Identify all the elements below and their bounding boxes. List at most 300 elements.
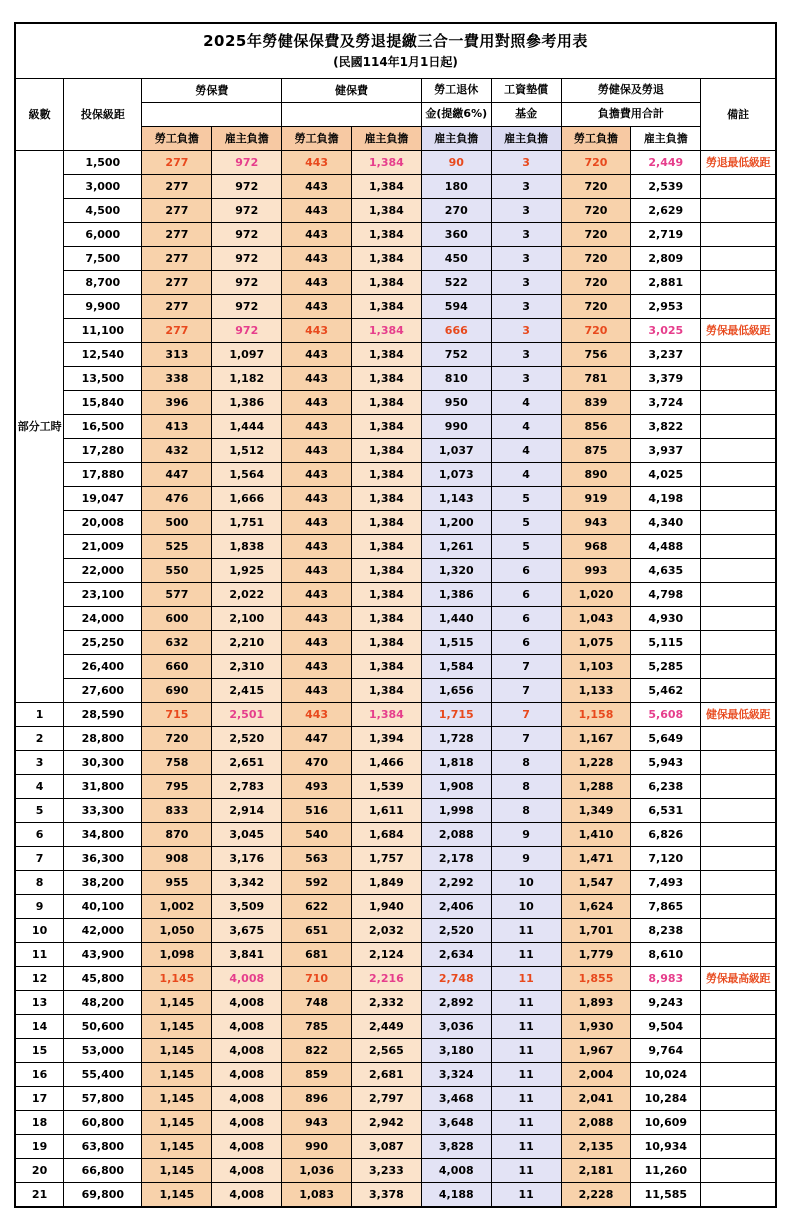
cell-remark bbox=[701, 750, 776, 774]
cell-health-employee: 1,083 bbox=[282, 1182, 352, 1207]
cell-pension-employer: 1,037 bbox=[421, 438, 491, 462]
cell-total-employer: 11,585 bbox=[631, 1182, 701, 1207]
cell-remark bbox=[701, 510, 776, 534]
cell-remark: 勞保最高級距 bbox=[701, 966, 776, 990]
cell-health-employee: 563 bbox=[282, 846, 352, 870]
cell-pension-employer: 1,073 bbox=[421, 462, 491, 486]
cell-total-employee: 1,930 bbox=[561, 1014, 631, 1038]
cell-wage-fund-employer: 4 bbox=[491, 390, 561, 414]
cell-total-employee: 1,020 bbox=[561, 582, 631, 606]
cell-pension-employer: 1,386 bbox=[421, 582, 491, 606]
cell-grade: 12 bbox=[15, 966, 64, 990]
cell-total-employer: 5,285 bbox=[631, 654, 701, 678]
cell-wage-fund-employer: 5 bbox=[491, 510, 561, 534]
table-row bbox=[15, 798, 776, 822]
cell-wage-fund-employer: 5 bbox=[491, 534, 561, 558]
cell-total-employer: 3,937 bbox=[631, 438, 701, 462]
table-row bbox=[15, 678, 776, 702]
cell-health-employee: 443 bbox=[282, 318, 352, 342]
page-subtitle: (民國114年1月1日起) bbox=[333, 54, 458, 69]
cell-wage-fund-employer: 6 bbox=[491, 582, 561, 606]
cell-wage-fund-employer: 6 bbox=[491, 606, 561, 630]
cell-pension-employer: 180 bbox=[421, 174, 491, 198]
cell-pension-employer: 3,648 bbox=[421, 1110, 491, 1134]
cell-pension-employer: 3,468 bbox=[421, 1086, 491, 1110]
cell-insured-level: 3,000 bbox=[64, 174, 142, 198]
cell-insured-level: 60,800 bbox=[64, 1110, 142, 1134]
cell-labor-employer: 1,925 bbox=[212, 558, 282, 582]
cell-health-employee: 443 bbox=[282, 630, 352, 654]
cell-wage-fund-employer: 7 bbox=[491, 726, 561, 750]
cell-pension-employer: 990 bbox=[421, 414, 491, 438]
cell-remark bbox=[701, 294, 776, 318]
cell-insured-level: 15,840 bbox=[64, 390, 142, 414]
cell-wage-fund-employer: 6 bbox=[491, 558, 561, 582]
header-group-pension-sub: 金(提繳6%) bbox=[421, 102, 491, 126]
cell-wage-fund-employer: 3 bbox=[491, 366, 561, 390]
cell-remark bbox=[701, 1062, 776, 1086]
cell-pension-employer: 522 bbox=[421, 270, 491, 294]
header-group-pension: 勞工退休 bbox=[421, 78, 491, 102]
cell-labor-employee: 660 bbox=[142, 654, 212, 678]
cell-grade: 8 bbox=[15, 870, 64, 894]
cell-health-employer: 1,384 bbox=[352, 246, 422, 270]
cell-health-employee: 443 bbox=[282, 198, 352, 222]
cell-pension-employer: 1,656 bbox=[421, 678, 491, 702]
cell-insured-level: 9,900 bbox=[64, 294, 142, 318]
cell-health-employee: 443 bbox=[282, 582, 352, 606]
cell-insured-level: 36,300 bbox=[64, 846, 142, 870]
cell-total-employer: 2,629 bbox=[631, 198, 701, 222]
cell-labor-employer: 3,509 bbox=[212, 894, 282, 918]
cell-grade: 13 bbox=[15, 990, 64, 1014]
cell-remark bbox=[701, 414, 776, 438]
cell-total-employer: 9,243 bbox=[631, 990, 701, 1014]
subheader-health-employee: 勞工負擔 bbox=[282, 126, 352, 150]
cell-pension-employer: 666 bbox=[421, 318, 491, 342]
cell-labor-employee: 1,145 bbox=[142, 1086, 212, 1110]
cell-total-employee: 1,133 bbox=[561, 678, 631, 702]
cell-insured-level: 1,500 bbox=[64, 150, 142, 174]
cell-pension-employer: 1,261 bbox=[421, 534, 491, 558]
cell-insured-level: 57,800 bbox=[64, 1086, 142, 1110]
cell-health-employer: 1,384 bbox=[352, 462, 422, 486]
cell-wage-fund-employer: 7 bbox=[491, 702, 561, 726]
cell-labor-employee: 632 bbox=[142, 630, 212, 654]
cell-wage-fund-employer: 8 bbox=[491, 750, 561, 774]
cell-wage-fund-employer: 11 bbox=[491, 1182, 561, 1207]
cell-health-employee: 443 bbox=[282, 678, 352, 702]
cell-health-employer: 1,384 bbox=[352, 150, 422, 174]
table-row bbox=[15, 270, 776, 294]
table-row bbox=[15, 990, 776, 1014]
cell-insured-level: 63,800 bbox=[64, 1134, 142, 1158]
cell-labor-employer: 2,520 bbox=[212, 726, 282, 750]
cell-total-employee: 1,624 bbox=[561, 894, 631, 918]
cell-health-employer: 2,797 bbox=[352, 1086, 422, 1110]
subheader-total-employee: 勞工負擔 bbox=[561, 126, 631, 150]
table-row bbox=[15, 486, 776, 510]
cell-health-employer: 1,384 bbox=[352, 702, 422, 726]
cell-health-employer: 1,384 bbox=[352, 342, 422, 366]
table-row bbox=[15, 894, 776, 918]
cell-remark: 勞退最低級距 bbox=[701, 150, 776, 174]
cell-remark bbox=[701, 1038, 776, 1062]
subheader-total-employer: 雇主負擔 bbox=[631, 126, 701, 150]
cell-health-employee: 443 bbox=[282, 246, 352, 270]
cell-remark bbox=[701, 726, 776, 750]
cell-labor-employer: 2,914 bbox=[212, 798, 282, 822]
cell-health-employee: 540 bbox=[282, 822, 352, 846]
cell-wage-fund-employer: 11 bbox=[491, 1158, 561, 1182]
cell-total-employer: 7,120 bbox=[631, 846, 701, 870]
cell-health-employee: 443 bbox=[282, 510, 352, 534]
cell-wage-fund-employer: 3 bbox=[491, 246, 561, 270]
cell-total-employee: 1,701 bbox=[561, 918, 631, 942]
table-row bbox=[15, 150, 776, 174]
cell-health-employer: 1,384 bbox=[352, 582, 422, 606]
part-time-label: 部分工時 bbox=[15, 150, 64, 702]
cell-wage-fund-employer: 5 bbox=[491, 486, 561, 510]
cell-health-employee: 896 bbox=[282, 1086, 352, 1110]
cell-remark bbox=[701, 582, 776, 606]
cell-insured-level: 22,000 bbox=[64, 558, 142, 582]
cell-labor-employee: 1,145 bbox=[142, 966, 212, 990]
cell-remark bbox=[701, 846, 776, 870]
cell-total-employer: 2,539 bbox=[631, 174, 701, 198]
cell-health-employer: 1,384 bbox=[352, 510, 422, 534]
table-row bbox=[15, 198, 776, 222]
cell-insured-level: 25,250 bbox=[64, 630, 142, 654]
cell-health-employee: 493 bbox=[282, 774, 352, 798]
cell-grade: 1 bbox=[15, 702, 64, 726]
cell-health-employee: 443 bbox=[282, 606, 352, 630]
cell-labor-employee: 690 bbox=[142, 678, 212, 702]
cell-wage-fund-employer: 9 bbox=[491, 822, 561, 846]
cell-health-employee: 990 bbox=[282, 1134, 352, 1158]
cell-health-employee: 516 bbox=[282, 798, 352, 822]
header-labor-insurance-spacer bbox=[142, 102, 282, 126]
cell-health-employee: 592 bbox=[282, 870, 352, 894]
cell-wage-fund-employer: 3 bbox=[491, 270, 561, 294]
cell-health-employer: 1,940 bbox=[352, 894, 422, 918]
cell-health-employer: 1,384 bbox=[352, 294, 422, 318]
cell-health-employee: 622 bbox=[282, 894, 352, 918]
cell-insured-level: 53,000 bbox=[64, 1038, 142, 1062]
cell-labor-employee: 758 bbox=[142, 750, 212, 774]
table-row bbox=[15, 966, 776, 990]
cell-remark bbox=[701, 630, 776, 654]
table-row bbox=[15, 1038, 776, 1062]
cell-health-employer: 1,384 bbox=[352, 390, 422, 414]
cell-health-employee: 443 bbox=[282, 438, 352, 462]
header-insured-level: 投保級距 bbox=[64, 78, 142, 150]
cell-total-employer: 6,826 bbox=[631, 822, 701, 846]
cell-labor-employee: 500 bbox=[142, 510, 212, 534]
cell-wage-fund-employer: 3 bbox=[491, 318, 561, 342]
cell-labor-employee: 277 bbox=[142, 150, 212, 174]
cell-pension-employer: 2,748 bbox=[421, 966, 491, 990]
cell-total-employee: 1,158 bbox=[561, 702, 631, 726]
cell-insured-level: 30,300 bbox=[64, 750, 142, 774]
cell-health-employer: 3,087 bbox=[352, 1134, 422, 1158]
cell-wage-fund-employer: 9 bbox=[491, 846, 561, 870]
subheader-wage-employer: 雇主負擔 bbox=[491, 126, 561, 150]
table-title-cell bbox=[15, 23, 776, 78]
table-row bbox=[15, 630, 776, 654]
table-row bbox=[15, 222, 776, 246]
cell-remark bbox=[701, 438, 776, 462]
cell-total-employer: 10,284 bbox=[631, 1086, 701, 1110]
cell-total-employer: 4,488 bbox=[631, 534, 701, 558]
cell-total-employee: 2,041 bbox=[561, 1086, 631, 1110]
cell-remark bbox=[701, 174, 776, 198]
cell-labor-employee: 1,050 bbox=[142, 918, 212, 942]
cell-health-employee: 443 bbox=[282, 390, 352, 414]
cell-health-employee: 443 bbox=[282, 702, 352, 726]
cell-pension-employer: 3,324 bbox=[421, 1062, 491, 1086]
cell-pension-employer: 2,178 bbox=[421, 846, 491, 870]
cell-health-employer: 1,384 bbox=[352, 534, 422, 558]
cell-wage-fund-employer: 11 bbox=[491, 966, 561, 990]
header-group-total-sub: 負擔費用合計 bbox=[561, 102, 701, 126]
header-group-wage-fund: 工資墊償 bbox=[491, 78, 561, 102]
cell-total-employer: 7,493 bbox=[631, 870, 701, 894]
cell-health-employer: 1,394 bbox=[352, 726, 422, 750]
cell-labor-employer: 1,838 bbox=[212, 534, 282, 558]
cell-total-employee: 1,043 bbox=[561, 606, 631, 630]
cell-insured-level: 20,008 bbox=[64, 510, 142, 534]
cell-total-employer: 6,238 bbox=[631, 774, 701, 798]
cell-insured-level: 48,200 bbox=[64, 990, 142, 1014]
cell-health-employee: 443 bbox=[282, 222, 352, 246]
cell-labor-employee: 396 bbox=[142, 390, 212, 414]
cell-remark bbox=[701, 222, 776, 246]
cell-remark bbox=[701, 486, 776, 510]
cell-grade: 4 bbox=[15, 774, 64, 798]
cell-labor-employer: 2,100 bbox=[212, 606, 282, 630]
cell-pension-employer: 2,292 bbox=[421, 870, 491, 894]
cell-health-employer: 1,384 bbox=[352, 198, 422, 222]
cell-wage-fund-employer: 10 bbox=[491, 894, 561, 918]
cell-labor-employer: 972 bbox=[212, 246, 282, 270]
cell-labor-employer: 972 bbox=[212, 270, 282, 294]
cell-pension-employer: 2,892 bbox=[421, 990, 491, 1014]
cell-total-employer: 4,198 bbox=[631, 486, 701, 510]
cell-health-employee: 651 bbox=[282, 918, 352, 942]
cell-pension-employer: 1,143 bbox=[421, 486, 491, 510]
table-row bbox=[15, 534, 776, 558]
cell-wage-fund-employer: 11 bbox=[491, 1110, 561, 1134]
cell-labor-employer: 1,386 bbox=[212, 390, 282, 414]
cell-labor-employer: 1,444 bbox=[212, 414, 282, 438]
cell-total-employer: 4,340 bbox=[631, 510, 701, 534]
cell-pension-employer: 2,406 bbox=[421, 894, 491, 918]
cell-wage-fund-employer: 8 bbox=[491, 798, 561, 822]
table-row bbox=[15, 510, 776, 534]
cell-insured-level: 31,800 bbox=[64, 774, 142, 798]
cell-labor-employer: 4,008 bbox=[212, 1062, 282, 1086]
cell-labor-employee: 1,145 bbox=[142, 990, 212, 1014]
cell-remark bbox=[701, 1110, 776, 1134]
cell-health-employee: 748 bbox=[282, 990, 352, 1014]
cell-health-employee: 443 bbox=[282, 534, 352, 558]
cell-pension-employer: 950 bbox=[421, 390, 491, 414]
cell-total-employee: 1,228 bbox=[561, 750, 631, 774]
cell-health-employee: 443 bbox=[282, 486, 352, 510]
table-row bbox=[15, 342, 776, 366]
cell-total-employer: 8,983 bbox=[631, 966, 701, 990]
cell-pension-employer: 1,584 bbox=[421, 654, 491, 678]
table-row bbox=[15, 414, 776, 438]
cell-health-employee: 785 bbox=[282, 1014, 352, 1038]
cell-insured-level: 17,280 bbox=[64, 438, 142, 462]
header-health-insurance-spacer bbox=[282, 102, 422, 126]
cell-total-employee: 2,228 bbox=[561, 1182, 631, 1207]
cell-total-employer: 5,115 bbox=[631, 630, 701, 654]
cell-health-employer: 1,384 bbox=[352, 366, 422, 390]
table-row bbox=[15, 390, 776, 414]
cell-labor-employee: 338 bbox=[142, 366, 212, 390]
cell-pension-employer: 810 bbox=[421, 366, 491, 390]
cell-remark bbox=[701, 342, 776, 366]
cell-health-employer: 1,611 bbox=[352, 798, 422, 822]
cell-remark: 勞保最低級距 bbox=[701, 318, 776, 342]
table-row bbox=[15, 1158, 776, 1182]
table-row bbox=[15, 582, 776, 606]
cell-total-employee: 2,004 bbox=[561, 1062, 631, 1086]
cell-total-employee: 1,410 bbox=[561, 822, 631, 846]
cell-pension-employer: 3,180 bbox=[421, 1038, 491, 1062]
table-row bbox=[15, 438, 776, 462]
cell-labor-employer: 2,310 bbox=[212, 654, 282, 678]
cell-remark bbox=[701, 246, 776, 270]
cell-wage-fund-employer: 7 bbox=[491, 654, 561, 678]
cell-remark bbox=[701, 678, 776, 702]
cell-remark bbox=[701, 990, 776, 1014]
cell-labor-employer: 972 bbox=[212, 198, 282, 222]
cell-total-employee: 1,779 bbox=[561, 942, 631, 966]
cell-health-employer: 1,849 bbox=[352, 870, 422, 894]
cell-labor-employer: 3,176 bbox=[212, 846, 282, 870]
cell-health-employer: 1,384 bbox=[352, 174, 422, 198]
cell-labor-employer: 4,008 bbox=[212, 1110, 282, 1134]
cell-insured-level: 69,800 bbox=[64, 1182, 142, 1207]
cell-health-employee: 443 bbox=[282, 366, 352, 390]
cell-grade: 18 bbox=[15, 1110, 64, 1134]
table-row bbox=[15, 774, 776, 798]
cell-remark bbox=[701, 774, 776, 798]
cell-remark bbox=[701, 1014, 776, 1038]
cell-grade: 11 bbox=[15, 942, 64, 966]
cell-insured-level: 17,880 bbox=[64, 462, 142, 486]
cell-total-employee: 720 bbox=[561, 318, 631, 342]
cell-health-employer: 1,384 bbox=[352, 606, 422, 630]
cell-pension-employer: 4,008 bbox=[421, 1158, 491, 1182]
cell-grade: 6 bbox=[15, 822, 64, 846]
cell-labor-employee: 413 bbox=[142, 414, 212, 438]
cell-wage-fund-employer: 10 bbox=[491, 870, 561, 894]
cell-labor-employee: 525 bbox=[142, 534, 212, 558]
cell-total-employee: 756 bbox=[561, 342, 631, 366]
cell-total-employee: 943 bbox=[561, 510, 631, 534]
cell-wage-fund-employer: 8 bbox=[491, 774, 561, 798]
cell-pension-employer: 1,998 bbox=[421, 798, 491, 822]
cell-insured-level: 66,800 bbox=[64, 1158, 142, 1182]
cell-labor-employer: 2,783 bbox=[212, 774, 282, 798]
cell-total-employer: 7,865 bbox=[631, 894, 701, 918]
cell-pension-employer: 2,520 bbox=[421, 918, 491, 942]
cell-labor-employer: 4,008 bbox=[212, 1134, 282, 1158]
cell-remark bbox=[701, 198, 776, 222]
cell-total-employee: 720 bbox=[561, 198, 631, 222]
cell-insured-level: 8,700 bbox=[64, 270, 142, 294]
cell-health-employee: 681 bbox=[282, 942, 352, 966]
table-row bbox=[15, 1014, 776, 1038]
cell-labor-employee: 277 bbox=[142, 222, 212, 246]
cell-health-employer: 2,032 bbox=[352, 918, 422, 942]
cell-labor-employee: 277 bbox=[142, 174, 212, 198]
cell-health-employer: 1,384 bbox=[352, 558, 422, 582]
cell-total-employee: 968 bbox=[561, 534, 631, 558]
cell-labor-employer: 3,045 bbox=[212, 822, 282, 846]
subheader-labor-employer: 雇主負擔 bbox=[212, 126, 282, 150]
cell-health-employee: 443 bbox=[282, 558, 352, 582]
table-row bbox=[15, 654, 776, 678]
cell-remark bbox=[701, 1182, 776, 1207]
cell-labor-employee: 1,098 bbox=[142, 942, 212, 966]
cell-total-employer: 5,608 bbox=[631, 702, 701, 726]
cell-labor-employee: 277 bbox=[142, 246, 212, 270]
cell-health-employer: 1,384 bbox=[352, 630, 422, 654]
cell-wage-fund-employer: 3 bbox=[491, 294, 561, 318]
cell-labor-employer: 972 bbox=[212, 294, 282, 318]
cell-remark bbox=[701, 870, 776, 894]
subheader-pension-employer: 雇主負擔 bbox=[421, 126, 491, 150]
cell-total-employee: 1,893 bbox=[561, 990, 631, 1014]
cell-labor-employee: 600 bbox=[142, 606, 212, 630]
cell-labor-employee: 833 bbox=[142, 798, 212, 822]
cell-labor-employer: 2,415 bbox=[212, 678, 282, 702]
cell-pension-employer: 3,828 bbox=[421, 1134, 491, 1158]
cell-labor-employee: 955 bbox=[142, 870, 212, 894]
cell-total-employee: 875 bbox=[561, 438, 631, 462]
cell-health-employer: 1,684 bbox=[352, 822, 422, 846]
cell-health-employer: 1,384 bbox=[352, 414, 422, 438]
cell-health-employer: 2,565 bbox=[352, 1038, 422, 1062]
cell-insured-level: 11,100 bbox=[64, 318, 142, 342]
cell-wage-fund-employer: 11 bbox=[491, 1014, 561, 1038]
cell-pension-employer: 1,908 bbox=[421, 774, 491, 798]
cell-total-employee: 720 bbox=[561, 174, 631, 198]
cell-insured-level: 50,600 bbox=[64, 1014, 142, 1038]
cell-health-employer: 1,384 bbox=[352, 438, 422, 462]
cell-insured-level: 28,800 bbox=[64, 726, 142, 750]
cell-wage-fund-employer: 7 bbox=[491, 678, 561, 702]
cell-health-employee: 710 bbox=[282, 966, 352, 990]
cell-insured-level: 27,600 bbox=[64, 678, 142, 702]
cell-health-employer: 2,449 bbox=[352, 1014, 422, 1038]
cell-labor-employee: 715 bbox=[142, 702, 212, 726]
header-group-total: 勞健保及勞退 bbox=[561, 78, 701, 102]
cell-wage-fund-employer: 4 bbox=[491, 462, 561, 486]
cell-labor-employee: 277 bbox=[142, 198, 212, 222]
cell-remark bbox=[701, 894, 776, 918]
cell-pension-employer: 1,715 bbox=[421, 702, 491, 726]
cell-labor-employee: 1,145 bbox=[142, 1158, 212, 1182]
cell-labor-employer: 2,651 bbox=[212, 750, 282, 774]
cell-grade: 17 bbox=[15, 1086, 64, 1110]
